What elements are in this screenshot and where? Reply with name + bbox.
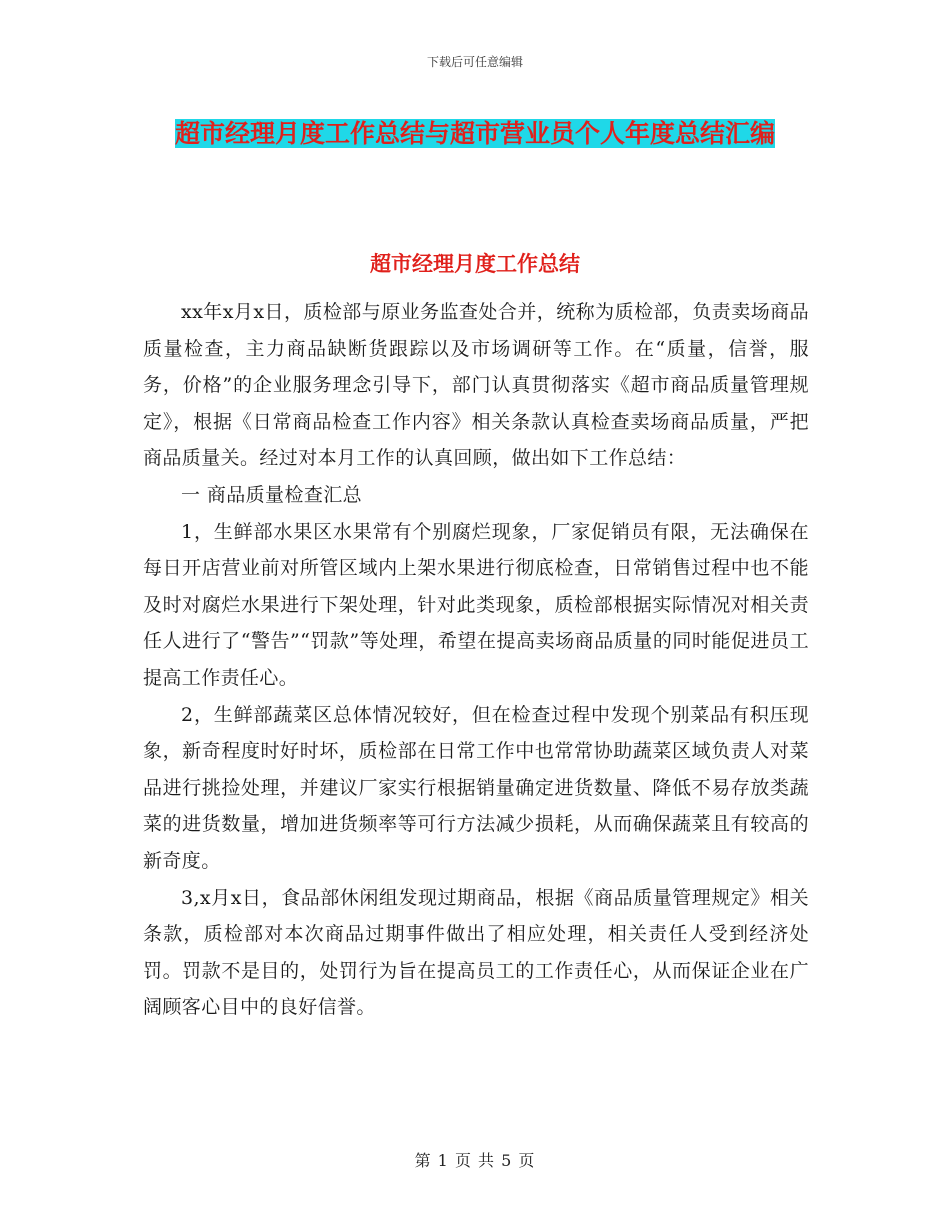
paragraph-item-2: 2，生鲜部蔬菜区总体情况较好，但在检查过程中发现个别菜品有积压现象，新奇程度时好时坏，质检部在日常工作中也常常协助蔬菜区域负责人对菜品进行挑捡处理，并建议厂家实行根据销量确定进货数量、降低不易存放类蔬菜的进货数量，增加进货频率等可行方法减少损耗，从而确保蔬菜且有较高的新奇度。 — [143, 703, 809, 872]
document-title-text: 超市经理月度工作总结与超市营业员个人年度总结汇编 — [174, 119, 775, 148]
header-note: 下载后可任意编辑 — [426, 55, 523, 69]
paragraph-intro: xx年x月x日，质检部与原业务监查处合并，统称为质检部，负责卖场商品质量检查，主力商品缺断货跟踪以及市场调研等工作。在“质量，信誉，服务，价格”的企业服务理念引导下，部门认真贯彻落实《超市商品质量管理规定》，根据《日常商品检查工作内容》相关条款认真检查卖场商品质量，严把商品质量关。经过对本月工作的认真回顾，做出如下工作总结： — [143, 301, 809, 470]
paragraph-item-3: 3,x月x日，食品部休闲组发现过期商品，根据《商品质量管理规定》相关条款，质检部对本次商品过期事件做出了相应处理，相关责任人受到经济处罚。罚款不是目的，处罚行为旨在提高员工的工作责任心，从而保证企业在广阔顾客心目中的良好信誉。 — [143, 886, 809, 1019]
document-body — [143, 294, 809, 1026]
paragraph-item-1: 1，生鲜部水果区水果常有个别腐烂现象，厂家促销员有限，无法确保在每日开店营业前对所管区域内上架水果进行彻底检查，日常销售过程中也不能及时对腐烂水果进行下架处理，针对此类现象，质检部根据实际情况对相关责任人进行了“警告”“罚款”等处理，希望在提高卖场商品质量的同时能促进员工提高工作责任心。 — [143, 520, 809, 689]
subheading-quality-check: 一 商品质量检查汇总 — [181, 483, 363, 506]
document-title — [140, 112, 810, 156]
page-number: 第 1 页 共 5 页 — [414, 1151, 536, 1170]
section-title: 超市经理月度工作总结 — [370, 251, 580, 276]
